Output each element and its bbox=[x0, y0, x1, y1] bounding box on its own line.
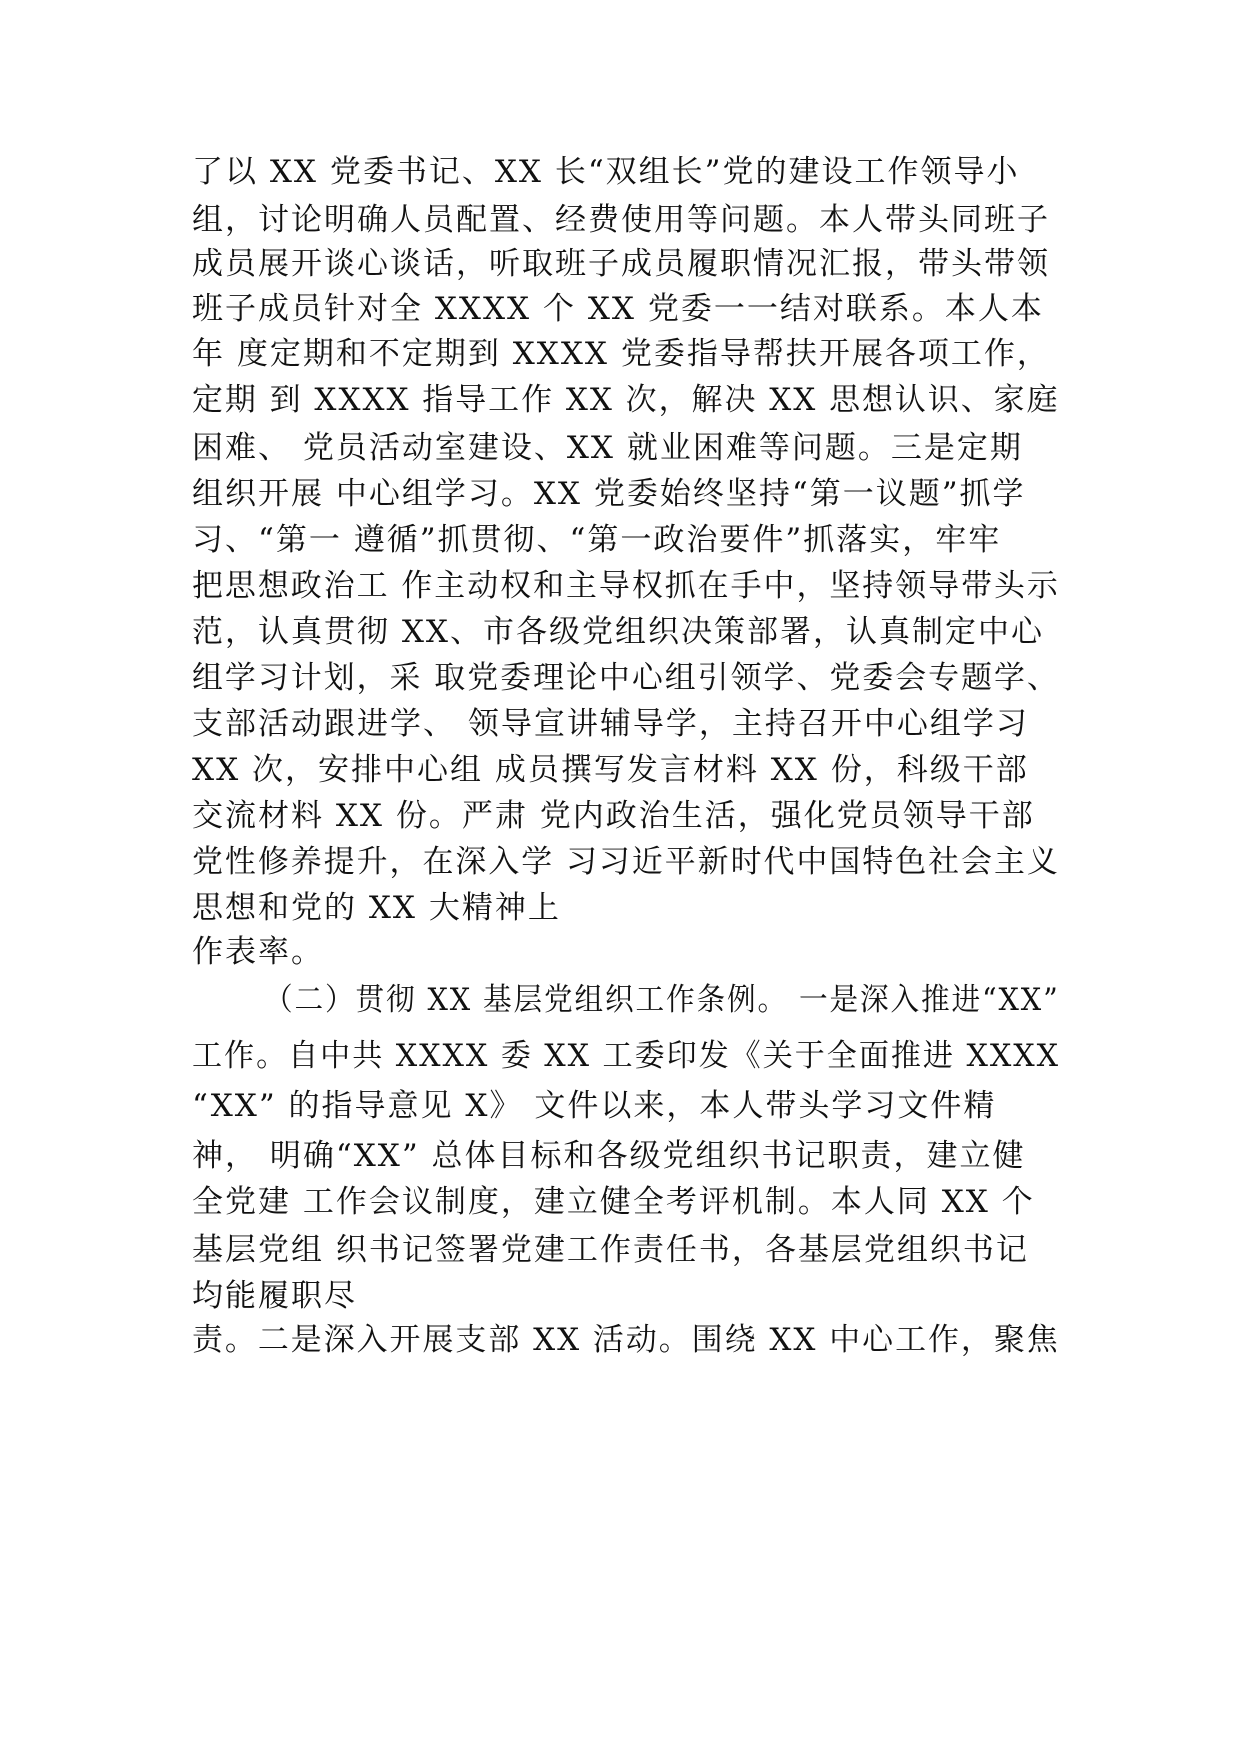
text-line: 基层党组 织书记签署党建工作责任书，各基层党组织书记 bbox=[192, 1232, 1029, 1268]
text-line: 工作。自中共 XXXX 委 XX 工委印发《关于全面推进 XXXX bbox=[192, 1038, 1060, 1074]
text-line: 神， 明确“XX” 总体目标和各级党组织书记职责，建立健 bbox=[192, 1138, 1026, 1174]
text-line: 党性修养提升，在深入学 习习近平新时代中国特色社会主义 bbox=[192, 844, 1060, 880]
section-heading: （二）贯彻 XX 基层党组织工作条例。 一是深入推进“XX” bbox=[264, 982, 1060, 1018]
text-line: 支部活动跟进学、 领导宣讲辅导学，主持召开中心组学习 bbox=[192, 706, 1029, 742]
text-line: “XX” 的指导意见 X》 文件以来，本人带头学习文件精 bbox=[192, 1088, 997, 1124]
text-line: 全党建 工作会议制度，建立健全考评机制。本人同 XX 个 bbox=[192, 1184, 1035, 1220]
text-line: 习、“第一 遵循”抓贯彻、“第一政治要件”抓落实，牢牢 bbox=[192, 522, 1002, 558]
text-line: 班子成员针对全 XXXX 个 XX 党委一一结对联系。本人本 bbox=[192, 291, 1044, 327]
text-line: 作表率。 bbox=[192, 934, 324, 970]
text-line: 均能履职尽 bbox=[192, 1278, 357, 1314]
text-line: 责。二是深入开展支部 XX 活动。围绕 XX 中心工作，聚焦 bbox=[192, 1322, 1060, 1358]
text-line: 思想和党的 XX 大精神上 bbox=[192, 890, 561, 926]
text-line: 定期 到 XXXX 指导工作 XX 次，解决 XX 思想认识、家庭 bbox=[192, 382, 1060, 418]
text-line: 交流材料 XX 份。严肃 党内政治生活，强化党员领导干部 bbox=[192, 798, 1035, 834]
text-line: 组织开展 中心组学习。XX 党委始终坚持“第一议题”抓学 bbox=[192, 476, 1026, 512]
text-line: 成员展开谈心谈话，听取班子成员履职情况汇报，带头带领 bbox=[192, 246, 1050, 282]
text-line: 组，讨论明确人员配置、经费使用等问题。本人带头同班子 bbox=[192, 202, 1050, 238]
text-line: 困难、 党员活动室建设、XX 就业困难等问题。三是定期 bbox=[192, 430, 1023, 466]
text-line: 组学习计划，采 取党委理论中心组引领学、党委会专题学、 bbox=[192, 660, 1060, 696]
text-line: 把思想政治工 作主动权和主导权抓在手中，坚持领导带头示 bbox=[192, 568, 1060, 604]
text-line: 了以 XX 党委书记、XX 长“双组长”党的建设工作领导小 bbox=[192, 154, 1020, 190]
text-line: XX 次，安排中心组 成员撰写发言材料 XX 份，科级干部 bbox=[192, 752, 1029, 788]
text-line: 年 度定期和不定期到 XXXX 党委指导帮扶开展各项工作， bbox=[192, 336, 1050, 372]
text-line: 范，认真贯彻 XX、市各级党组织决策部署，认真制定中心 bbox=[192, 614, 1044, 650]
